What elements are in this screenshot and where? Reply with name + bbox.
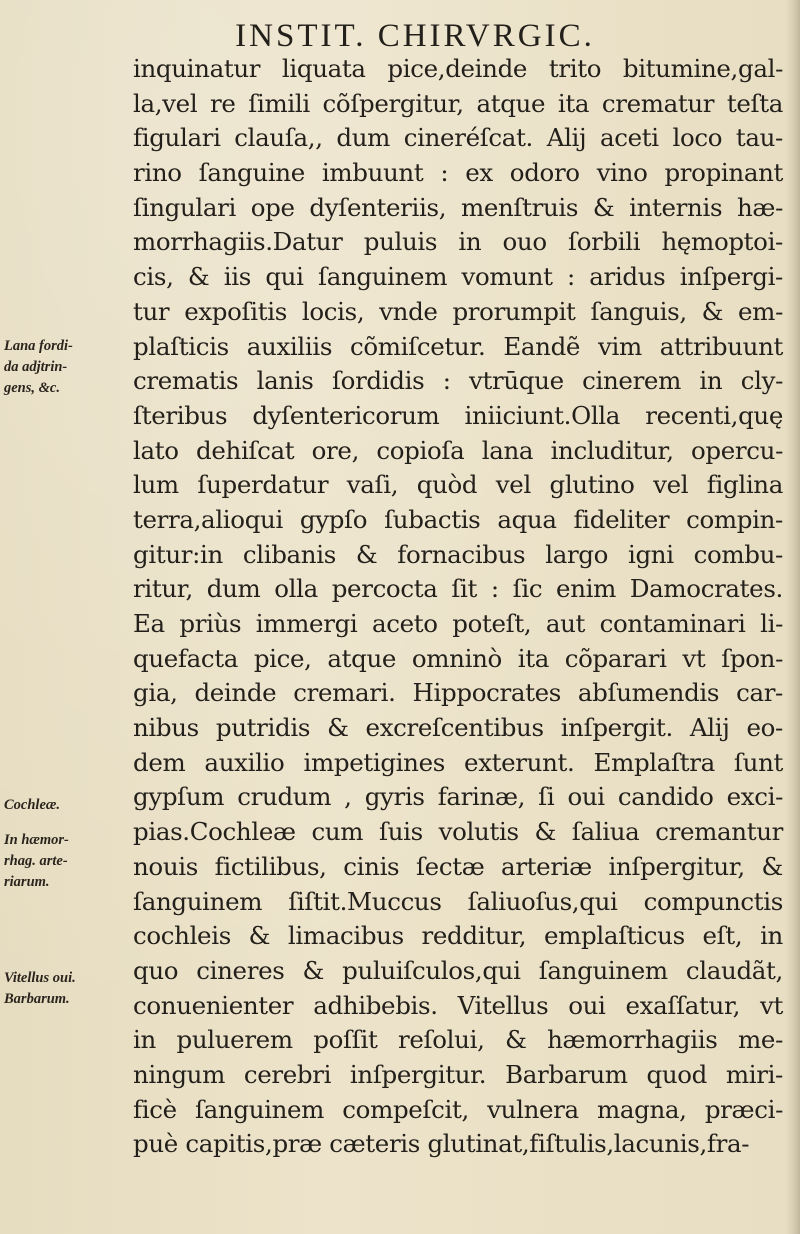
running-header: INSTIT. CHIRVRGIC.: [235, 18, 595, 54]
text-line: lum ſuperdatur vaſi, quòd vel glutino vel figlina: [133, 470, 783, 500]
text-line: ficè ſanguinem compeſcit, vulnera magna, præci-: [133, 1094, 783, 1124]
text-line: plaſticis auxiliis cõmiſcetur. Eandẽ vim attribuunt: [133, 331, 783, 361]
text-line: ſteribus dyſentericorum iniiciunt.Olla recenti,quę: [133, 400, 783, 430]
text-line: morrhagiis.Datur puluis in ouo ſorbili hęmoptoi-: [133, 227, 783, 257]
text-line: inquinatur liquata pice,deinde trito bitumine,gal-: [133, 54, 783, 83]
text-line: quo cineres & puluiſculos,qui ſanguinem claudãt,: [133, 955, 783, 985]
text-line: cochleis & limacibus redditur, emplaſticus eſt, in: [133, 921, 783, 951]
margin-note-line: Barbarum.: [4, 991, 70, 1007]
margin-note-line: da adjtrin-: [4, 359, 68, 375]
text-line: ritur, dum olla percocta ſit : ſic enim Damocrates.: [133, 574, 783, 604]
margin-note-lana: [4, 336, 132, 399]
text-line: quefacta pice, atque omninò ita cõparari vt ſpon-: [133, 643, 783, 673]
text-line: nouis fictilibus, cinis ſectæ arteriæ inſpergitur, &: [133, 851, 783, 881]
text-line: rino ſanguine imbuunt : ex odoro vino propinant: [133, 158, 783, 188]
text-line: la,vel re ſimili cõſpergitur, atque ita crematur teſta: [133, 88, 783, 118]
margin-note-cochleae: [4, 795, 132, 816]
text-line: ſingulari ope dyſenteriis, menſtruis & internis hæ-: [133, 192, 783, 222]
text-line: Ea priùs immergi aceto poteſt, aut contaminari li-: [133, 609, 783, 638]
margin-note-line: In hæmor-: [4, 832, 69, 848]
margin-note-line: Lana fordi-: [4, 338, 73, 354]
margin-note-vitellus: [4, 968, 132, 1010]
margin-note-line: gens, &c.: [4, 380, 60, 396]
margin-note-haemorrhag: [4, 830, 132, 893]
text-line: figulari clauſa,, dum cineréſcat. Alij aceti loco tau-: [133, 123, 783, 153]
main-text-column: [133, 52, 783, 1162]
text-line: in puluerem poſſit reſolui, & hæmorrhagiis me-: [133, 1025, 783, 1055]
text-line: terra,alioqui gypſo ſubactis aqua fideliter compin-: [133, 504, 783, 534]
text-line: gypſum crudum , gyris farinæ, ſi oui candido exci-: [133, 782, 783, 812]
text-line: nibus putridis & excreſcentibus inſpergit. Alij eo-: [133, 713, 783, 743]
text-line: pias.Cochleæ cum ſuis volutis & ſaliua cremantur: [133, 817, 783, 847]
margin-note-line: rhag. arte-: [4, 853, 68, 869]
text-line: gia, deinde cremari. Hippocrates abſumendis car-: [133, 678, 783, 708]
text-line: cis, & iis qui ſanguinem vomunt : aridus inſpergi-: [133, 262, 783, 292]
margin-note-line: riarum.: [4, 874, 50, 890]
page-edge-shadow: [786, 0, 800, 1234]
text-line: tur expoſitis locis, vnde prorumpit ſanguis, & em-: [133, 296, 783, 326]
margin-note-line: Cochleæ.: [4, 797, 60, 813]
text-line: lato dehiſcat ore, copioſa lana includitur, opercu-: [133, 435, 783, 465]
text-line: ningum cerebri inſpergitur. Barbarum quod miri-: [133, 1059, 783, 1089]
text-line: gitur:in clibanis & fornacibus largo igni combu-: [133, 539, 783, 569]
margin-note-line: Vitellus oui.: [4, 970, 76, 986]
text-line: crematis lanis ſordidis : vtrūque cinerem in cly-: [133, 366, 783, 396]
text-line: conuenienter adhibebis. Vitellus oui exaſſatur, vt: [133, 990, 783, 1020]
text-line: ſanguinem ſiſtit.Muccus ſaliuoſus,qui compunctis: [133, 886, 783, 916]
text-line: dem auxilio impetigines exterunt. Emplaſtra ſunt: [133, 747, 783, 777]
text-line: puè capitis,præ cæteris glutinat,fiſtulis,lacunis,fra-: [133, 1129, 750, 1159]
